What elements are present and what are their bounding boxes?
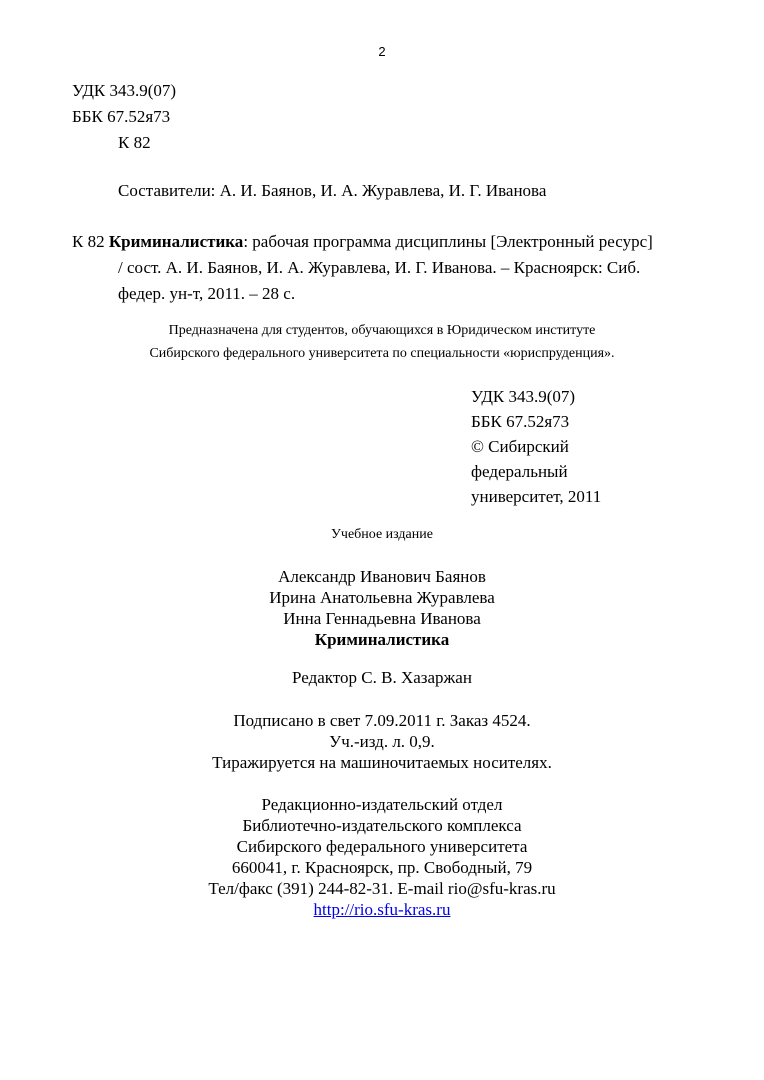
bbk-code: ББК 67.52я73 bbox=[72, 107, 171, 126]
editor-line: Редактор С. В. Хазаржан bbox=[292, 668, 472, 687]
compilers-line: Составители: А. И. Баянов, И. А. Журавлева, И. Г. Иванова bbox=[118, 181, 547, 200]
right-udk-code: УДК 343.9(07) bbox=[471, 387, 576, 406]
annotation-line-1: Предназначена для студентов, обучающихся в Юридическом институте bbox=[168, 323, 596, 338]
bib-record-line-1 bbox=[72, 231, 653, 253]
publisher-line-2: Библиотечно-издательского комплекса bbox=[242, 816, 522, 835]
signed-line: Подписано в свет 7.09.2011 г. Заказ 4524. bbox=[233, 711, 531, 730]
author-2: Ирина Анатольевна Журавлева bbox=[269, 588, 495, 607]
distribution-line: Тиражируется на машиночитаемых носителях. bbox=[212, 753, 552, 772]
bib-mark: К 82 bbox=[72, 232, 109, 251]
copyright-line-2: федеральный bbox=[471, 462, 568, 481]
copyright-line-3: университет, 2011 bbox=[471, 487, 602, 506]
right-bbk-code: ББК 67.52я73 bbox=[471, 412, 570, 431]
bib-title: Криминалистика bbox=[108, 232, 244, 251]
annotation-line-2: Сибирского федерального университета по специальности «юриспруденция». bbox=[149, 346, 615, 361]
publisher-contacts: Тел/факс (391) 244-82-31. E-mail rio@sfu-kras.ru bbox=[208, 879, 556, 898]
volume-line: Уч.-изд. л. 0,9. bbox=[329, 732, 435, 751]
author-1: Александр Иванович Баянов bbox=[278, 567, 486, 586]
bib-record-line-2: / сост. А. И. Баянов, И. А. Журавлева, И. Г. Иванова. – Красноярск: Сиб. bbox=[118, 258, 641, 277]
edition-type: Учебное издание bbox=[331, 527, 433, 542]
publisher-address: 660041, г. Красноярск, пр. Свободный, 79 bbox=[231, 858, 533, 877]
bib-rest: : рабочая программа дисциплины [Электронный ресурс] bbox=[243, 232, 653, 251]
bib-record-line-3: федер. ун-т, 2011. – 28 с. bbox=[118, 284, 296, 303]
author-mark: К 82 bbox=[118, 133, 151, 152]
publisher-line-1: Редакционно-издательский отдел bbox=[261, 795, 503, 814]
author-3: Инна Геннадьевна Иванова bbox=[283, 609, 481, 628]
publisher-url-row bbox=[0, 899, 764, 921]
book-title bbox=[0, 629, 764, 651]
publisher-url-link[interactable]: http://rio.sfu-kras.ru bbox=[313, 900, 451, 919]
page-number: 2 bbox=[378, 44, 386, 59]
book-title-text: Криминалистика bbox=[314, 630, 450, 649]
publisher-line-3: Сибирского федерального университета bbox=[236, 837, 528, 856]
udk-code: УДК 343.9(07) bbox=[72, 81, 177, 100]
copyright-line-1: © Сибирский bbox=[471, 437, 569, 456]
